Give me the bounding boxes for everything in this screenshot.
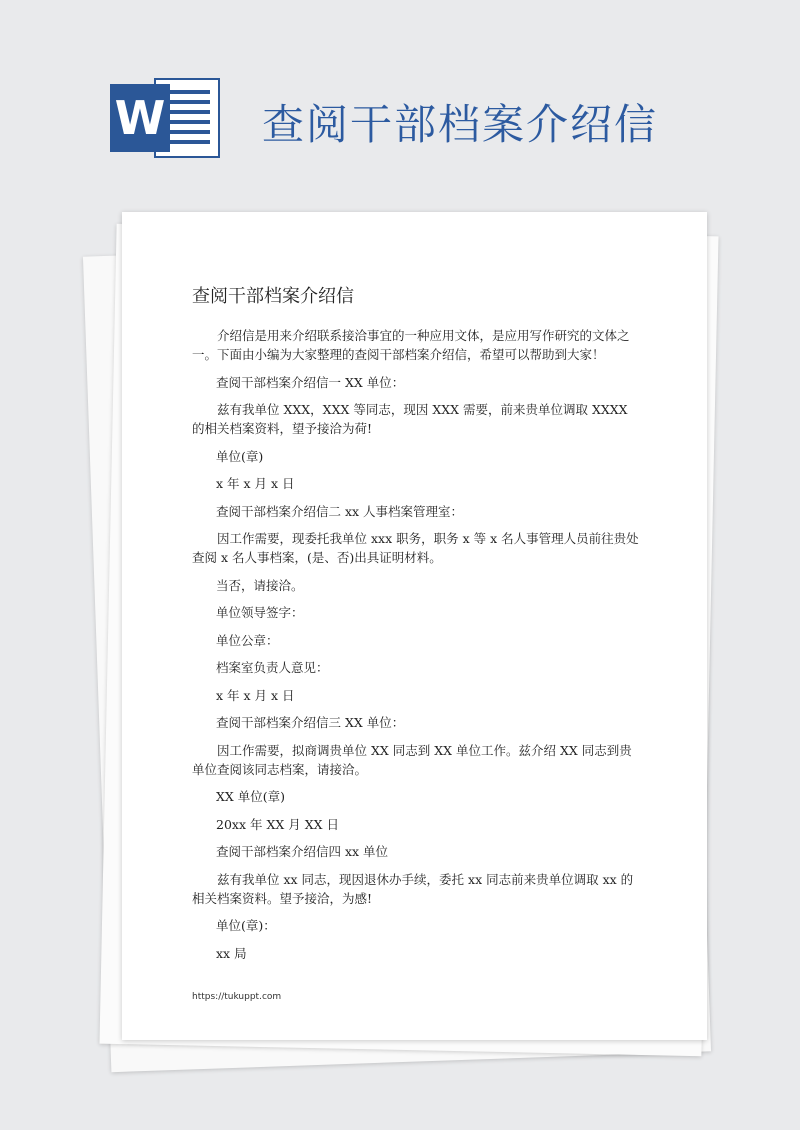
letter-2-heading: 查阅干部档案介绍信二 xx 人事档案管理室： xyxy=(216,503,464,519)
word-doc-icon xyxy=(110,78,220,158)
paragraph-intro: 介绍信是用来介绍联系接洽事宜的一种应用文体，是应用写作研究的文体之一。下面由小编为大家整理的查阅干部档案介绍信，希望可以帮助到大家！ xyxy=(192,328,630,362)
letter-3-body: 因工作需要，拟商调贵单位 XX 同志到 XX 单位工作。兹介绍 XX 同志到贵单位查阅该同志档案，请接洽。 xyxy=(192,742,632,777)
letter-4-body: 兹有我单位 xx 同志，现因退休办手续，委托 xx 同志前来贵单位调取 xx 的相关档案资料。望予接洽，为感! xyxy=(192,871,634,906)
footer-url: https://tukuppt.com xyxy=(192,992,282,1002)
letter-2-seal: 单位公章： xyxy=(216,632,279,648)
letter-4-issuer: xx 局 xyxy=(216,945,247,961)
letter-2-archive-opinion: 档案室负责人意见： xyxy=(216,660,329,675)
letter-3-seal: XX 单位(章) xyxy=(216,789,286,804)
document-body xyxy=(192,326,642,971)
letter-1-seal: 单位(章) xyxy=(216,448,264,464)
letter-4-heading: 查阅干部档案介绍信四 xx 单位 xyxy=(216,844,389,859)
document-title: 查阅干部档案介绍信 xyxy=(192,286,354,307)
doc-lines-decoration xyxy=(168,90,210,150)
letter-2-body: 因工作需要，现委托我单位 xxx 职务，职务 x 等 x 名人事管理人员前往贵处查阅 x 名人事档案，(是、否)出具证明材料。 xyxy=(192,531,639,565)
word-letter: W xyxy=(110,84,170,152)
letter-3-date: 20xx 年 XX 月 XX 日 xyxy=(216,816,339,832)
letter-1-body: 兹有我单位 XXX，XXX 等同志，现因 XXX 需要，前来贵单位调取 XXXX 的相关档案资料，望予接洽为荷! xyxy=(192,402,628,436)
letter-1-date: x 年 x 月 x 日 xyxy=(216,476,295,491)
document-page xyxy=(122,212,707,1040)
letter-2-closing: 当否，请接洽。 xyxy=(216,577,304,593)
banner xyxy=(0,0,800,200)
letter-2-date: x 年 x 月 x 日 xyxy=(216,687,295,703)
letter-2-leader-signature: 单位领导签字： xyxy=(216,605,304,620)
letter-4-seal: 单位(章)： xyxy=(216,918,276,933)
banner-title: 查阅干部档案介绍信 xyxy=(262,100,659,149)
letter-1-heading: 查阅干部档案介绍信一 XX 单位： xyxy=(216,374,405,390)
letter-3-heading: 查阅干部档案介绍信三 XX 单位： xyxy=(216,715,405,730)
